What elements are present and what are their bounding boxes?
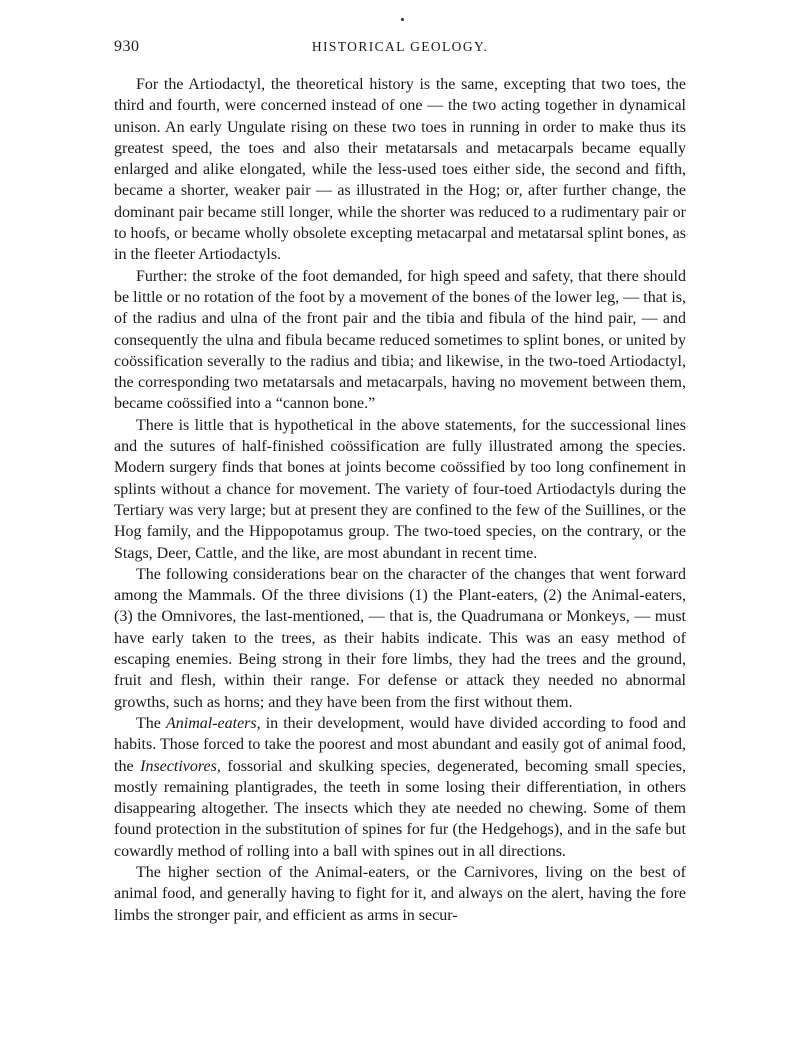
italic-animal-eaters: Animal-eaters, [165, 714, 261, 732]
italic-insectivores: Insectivores, [140, 757, 221, 775]
book-page [114, 20, 686, 926]
paragraph-animal-eaters [114, 713, 686, 862]
page-header [114, 38, 686, 66]
page-number: 930 [114, 38, 140, 55]
paragraph-animal-eaters-lead: The [136, 714, 166, 732]
paragraph-carnivores: The higher section of the Animal-eaters, or the Carnivores, living on the best of animal food, and generally having to fight for it, and always on the alert, having the fore limbs the stronger pair, and efficient as arms in secur- [114, 863, 686, 924]
paragraph-animal-eaters-mid: in their development, would have divided according to food and habits. Those forced to take the poorest and most abundant and easily got of animal food, the [114, 714, 687, 775]
paragraph-hypothetical: There is little that is hypothetical in the above statements, for the successional lines and the sutures of half-finished coössification are fully illustrated among the species. Modern surgery finds that bones at joints become coössified by too long confinement in splints without a chance for movement. The variety of four-toed Artiodactyls during the Tertiary was very large; but at present they are confined to the few of the Suillines, or the Hog family, and the Hippopotamus group. The two-toed species, on the contrary, or the Stags, Deer, Cattle, and the like, are most abundant in recent time. [114, 416, 686, 562]
paragraph-animal-eaters-rest: fossorial and skulking species, degenerated, becoming small species, mostly remaining plantigrades, the teeth in some losing their differentiation, in others disappearing altogether. The insects which they ate needed no chewing. Some of them found protection in the substitution of spines for fur (the Hedgehogs), and in the safe but cowardly method of rolling into a ball with spines out in all directions. [114, 757, 687, 860]
body-text [114, 74, 686, 926]
paragraph-considerations: The following considerations bear on the character of the changes that went forward among the Mammals. Of the three divisions (1) the Plant-eaters, (2) the Animal-eaters, (3) the Omnivores, the last-mentioned, — that is, the Quadrumana or Monkeys, — must have early taken to the trees, as their habits indicate. This was an easy method of escaping enemies. Being strong in their fore limbs, they had the trees and the ground, fruit and flesh, within their range. For defense or attack they needed no abnormal growths, such as horns; and they have been from the first without them. [114, 565, 686, 711]
paragraph-foot-stroke: Further: the stroke of the foot demanded, for high speed and safety, that there should be little or no rotation of the foot by a movement of the bones of the lower leg, — that is, of the radius and ulna of the front pair and the tibia and fibula of the hind pair, — and consequently the ulna and fibula became reduced sometimes to splint bones, or united by coössification severally to the radius and tibia; and likewise, in the two-toed Artiodactyl, the corresponding two metatarsals and metacarpals, having no movement between them, became coössified into a “cannon bone.” [114, 267, 686, 413]
running-head: HISTORICAL GEOLOGY. [311, 39, 489, 54]
paragraph-artiodactyl: For the Artiodactyl, the theoretical history is the same, excepting that two toes, the third and fourth, were concerned instead of one — the two acting together in dynamical unison. An early Ungulate rising on these two toes in running in order to make thus its greatest speed, the toes and also their metatarsals and metacarpals became equally enlarged and alike elongated, while the less-used toes either side, the second and fifth, became a shorter, weaker pair — as illustrated in the Hog; or, after further change, the dominant pair became still longer, while the shorter was reduced to a rudimentary pair or to hoofs, or became wholly obsolete excepting metacarpal and metatarsal splint bones, as in the fleeter Artiodactyls. [114, 76, 686, 264]
